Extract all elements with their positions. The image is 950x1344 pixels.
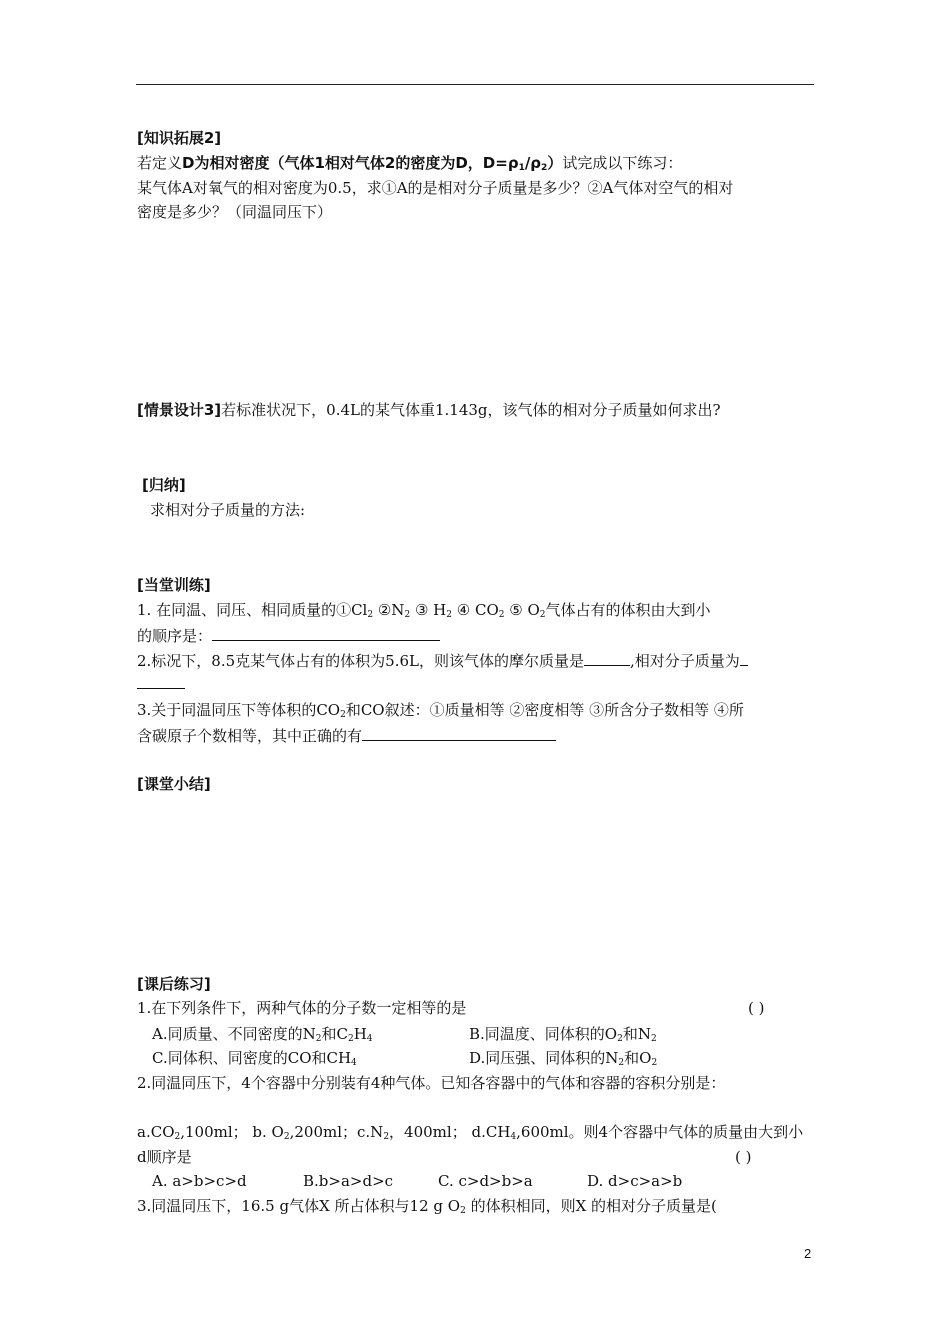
opt-a-sub3: 4 (366, 1034, 373, 1044)
hw-q2-option-b[interactable]: B.b>a>d>c (303, 1172, 394, 1190)
q2-text: 2.标况下，8.5克某气体占有的体积为5.6L，则该气体的摩尔质量是 (137, 652, 584, 670)
homework-q2-paren: ( ) (735, 1148, 752, 1166)
practice-q1-line1 (137, 601, 711, 619)
sub-n2: 2 (404, 610, 411, 620)
sub-cl2: 2 (367, 610, 374, 620)
sub-o2: 2 (539, 610, 546, 620)
practice-q1-line2 (137, 626, 440, 645)
header-rule (136, 84, 814, 85)
homework-heading: [课后练习] (137, 975, 211, 993)
class-summary-heading: [课堂小结] (137, 775, 211, 793)
opt-d-text2: 和O (624, 1049, 652, 1067)
opt-b-text2: 和N (622, 1025, 651, 1043)
opt-c-sub: 4 (351, 1058, 357, 1068)
q2-mid-text: ,相对分子质量为 (630, 652, 740, 670)
opt-a-text2: 和C (321, 1025, 348, 1043)
hw-q2-option-c[interactable]: C. c>d>b>a (438, 1172, 533, 1190)
scenario3-heading: [情景设计3] (137, 401, 222, 419)
q3-answer-blank[interactable] (362, 726, 556, 741)
hw-q1-option-d[interactable] (469, 1049, 657, 1067)
q2-a: a.CO (137, 1123, 175, 1141)
page-number: 2 (804, 1246, 812, 1261)
q1-part1: 1. 在同温、同压、相同质量的①Cl (137, 601, 368, 619)
homework-q2-line3: d顺序是 (137, 1148, 192, 1166)
opt-c-text: C.同体积、同密度的CO和CH (152, 1049, 352, 1067)
hw-q2-option-a[interactable]: A. a>b>c>d (152, 1172, 247, 1190)
q1-part3: ③ H (410, 601, 447, 619)
opt-a-text3: H (353, 1025, 367, 1043)
opt-b-text: B.同温度、同体积的O (469, 1025, 618, 1043)
opt-b-sub2: 2 (650, 1034, 657, 1044)
opt-a-sub2: 2 (347, 1034, 354, 1044)
summary-text: 求相对分子质量的方法: (150, 501, 306, 519)
rho-sub-2: 2 (541, 163, 548, 173)
q3-sub: 2 (340, 710, 346, 720)
practice-q2-line1 (137, 651, 748, 670)
definition-bold-text-3: ） (547, 154, 563, 172)
definition-bold (182, 154, 562, 172)
q1-answer-blank[interactable] (212, 626, 440, 641)
q2-sub-a: 2 (174, 1132, 181, 1142)
opt-d-sub: 2 (618, 1058, 625, 1068)
hw-q2-option-d[interactable]: D. d>c>a>b (587, 1172, 683, 1190)
definition-prefix: 若定义 (137, 154, 183, 172)
q2-sub-b: 2 (283, 1132, 290, 1142)
q2-d: ，400ml； d.CH (389, 1123, 511, 1141)
q1-part4: ④ CO (451, 601, 499, 619)
q2-b: ,100ml； b. O (180, 1123, 284, 1141)
opt-d-sub2: 2 (651, 1058, 658, 1068)
q2-sub-c: 2 (383, 1132, 390, 1142)
knowledge-heading: [知识拓展2] (137, 129, 222, 147)
practice-q3-line1 (137, 701, 744, 719)
q2-mr-blank-start[interactable] (740, 651, 748, 666)
q2-c: ,200ml；c.N (289, 1123, 384, 1141)
opt-b-sub: 2 (617, 1034, 623, 1044)
definition-bold-text-2: /ρ (524, 154, 542, 172)
practice-heading: [当堂训练] (137, 576, 211, 594)
q3-o2-sub: 2 (460, 1206, 466, 1216)
definition-tail: 试完成以下练习： (562, 154, 683, 172)
scenario3-text: 若标准状况下，0.4L的某气体重1.143g，该气体的相对分子质量如何求出? (221, 401, 721, 419)
opt-a-sub: 2 (315, 1034, 322, 1044)
q3-text: 3.同温同压下，16.5 g气体X 所占体积与12 g O (137, 1197, 461, 1215)
practice-q2-line2 (137, 674, 185, 693)
summary-heading: [归纳] (142, 476, 186, 494)
q2-mr-blank[interactable] (137, 674, 185, 689)
q3-line2-text: 含碳原子个数相等，其中正确的有 (137, 727, 363, 745)
homework-q1-paren: ( ) (748, 999, 765, 1017)
q3-text2: 的体积相同，则X 的相对分子质量是( (465, 1197, 717, 1215)
q2-sub-d: 4 (510, 1132, 517, 1142)
q1-part5: ⑤ O (504, 601, 540, 619)
hw-q1-option-b[interactable] (469, 1025, 657, 1043)
q3-part1: 3.关于同温同压下等体积的CO (137, 701, 341, 719)
knowledge-question-line2: 密度是多少？（同温同压下） (137, 203, 333, 221)
hw-q1-option-c[interactable] (152, 1049, 357, 1067)
homework-q1: 1.在下列条件下，两种气体的分子数一定相等的是 (137, 999, 467, 1017)
q2-molar-mass-blank[interactable] (584, 651, 630, 666)
homework-q2-line2 (137, 1123, 803, 1141)
q1-part2: ②N (373, 601, 405, 619)
rho-sub-1: 1 (518, 163, 525, 173)
opt-a-text: A.同质量、不同密度的N (152, 1025, 316, 1043)
homework-q3 (137, 1197, 717, 1215)
sub-co2: 2 (498, 610, 505, 620)
practice-q3-line2 (137, 726, 556, 745)
q1-part6: 气体占有的体积由大到小 (545, 601, 711, 619)
definition-bold-text: D为相对密度（气体1相对气体2的密度为D，D=ρ (182, 154, 519, 172)
hw-q1-option-a[interactable] (152, 1025, 373, 1043)
opt-d-text: D.同压强、同体积的N (469, 1049, 619, 1067)
sub-h2: 2 (446, 610, 452, 620)
knowledge-question-line1: 某气体A对氧气的相对密度为0.5，求①A的是相对分子质量是多少？②A气体对空气的相对 (137, 179, 734, 197)
q1-order-label: 的顺序是： (137, 627, 213, 645)
scenario3-line (137, 401, 721, 419)
homework-q2-line1: 2.同温同压下，4个容器中分别装有4种气体。已知各容器中的气体和容器的容积分别是： (137, 1074, 726, 1092)
q3-part2: 和CO叙述：①质量相等 ②密度相等 ③所含分子数相等 ④所 (345, 701, 744, 719)
definition-line (137, 154, 682, 172)
q2-e: ,600ml。则4个容器中气体的质量由大到小 (516, 1123, 804, 1141)
